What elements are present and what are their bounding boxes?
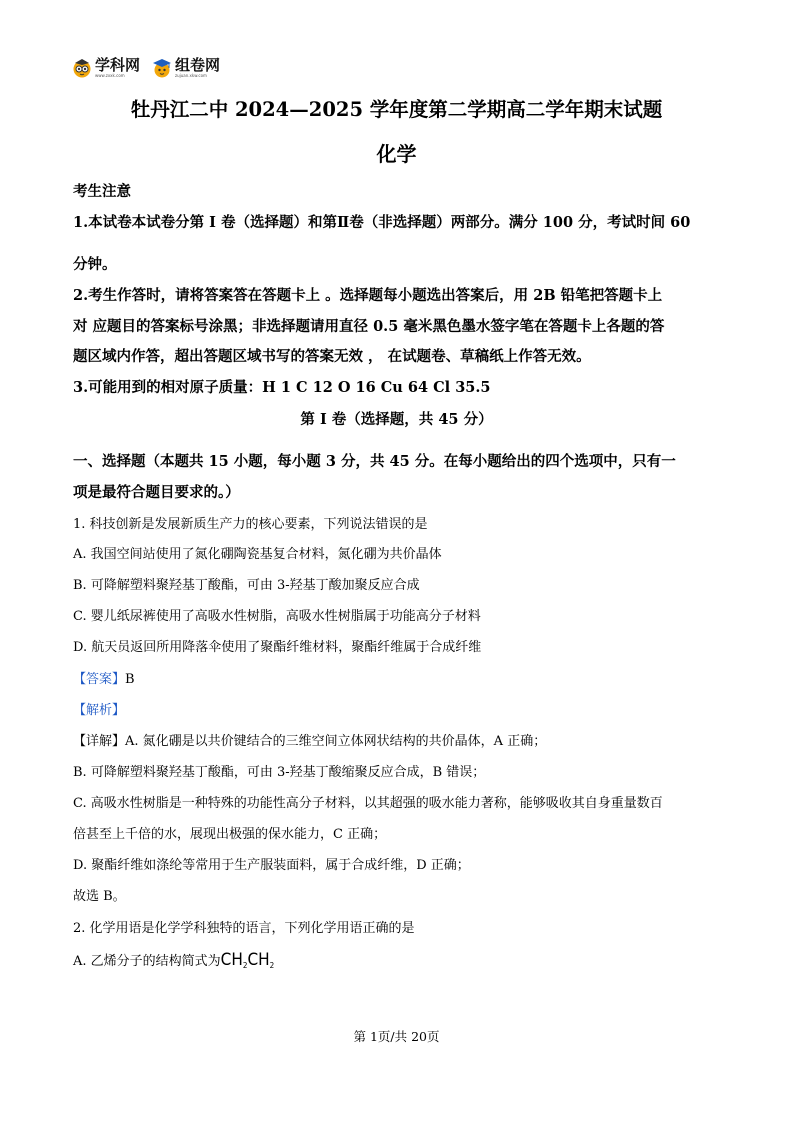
logo-left-url: www.zxxk.com (95, 73, 125, 78)
q1-option-c: C. 婴儿纸尿裤使用了高吸水性树脂，高吸水性树脂属于功能高分子材料 (73, 609, 481, 624)
q1-option-b: B. 可降解塑料聚羟基丁酸酯，可由 3-羟基丁酸加聚反应合成 (73, 578, 420, 593)
q1-detail-line-1 (73, 730, 546, 749)
part1-heading-line-1: 一、选择题（本题共 15 小题，每小题 3 分，共 45 分。在每小题给出的四个选项中，只有一 (73, 453, 676, 470)
q1-stem: 1. 科技创新是发展新质生产力的核心要素，下列说法错误的是 (73, 517, 428, 532)
logo-right-name: 组卷网 (175, 56, 221, 74)
page-footer: 第 1页/共 20页 (353, 1029, 440, 1044)
part1-heading-line-2: 项是最符合题目要求的。） (73, 484, 240, 501)
owl-face-icon (72, 58, 92, 78)
q1-answer (73, 668, 135, 687)
notice-line-3: 3.可能用到的相对原子质量：H 1 C 12 O 16 Cu 64 Cl 35.5 (73, 379, 491, 396)
logo-left-name: 学科网 (95, 56, 141, 74)
notice-line-2b: 对 应题目的答案标号涂黑；非选择题请用直径 0.5 毫米黑色墨水签字笔在答题卡上各题的答 (73, 318, 665, 335)
q1-option-d: D. 航天员返回所用降落伞使用了聚酯纤维材料，聚酯纤维属于合成纤维 (73, 640, 482, 655)
q1-detail-line-2: B. 可降解塑料聚羟基丁酸酯，可由 3-羟基丁酸缩聚反应合成，B 错误； (73, 765, 486, 780)
xuekewang-logo (72, 58, 140, 78)
q1-detail-line-3a: C. 高吸水性树脂是一种特殊的功能性高分子材料，以其超强的吸水能力著称，能够吸收其自身重量数百 (73, 796, 663, 811)
detail-tag: 【详解】 (73, 734, 126, 749)
graduate-face-icon (152, 58, 172, 78)
q2-option-a-text: A. 乙烯分子的结构简式为 (73, 954, 221, 969)
exam-subject: 化学 (376, 142, 417, 166)
answer-tag: 【答案】 (73, 672, 126, 687)
answer-value: B (125, 672, 135, 687)
notice-line-2c: 题区域内作答，超出答题区域书写的答案无效 ， 在试题卷、草稿纸上作答无效。 (73, 348, 591, 365)
q1-option-a: A. 我国空间站使用了氮化硼陶瓷基复合材料，氮化硼为共价晶体 (73, 547, 442, 562)
notice-line-2a: 2.考生作答时，请将答案答在答题卡上 。选择题每小题选出答案后，用 2B 铅笔把答题卡上 (73, 287, 663, 304)
q1-detail-line-4: D. 聚酯纤维如涤纶等常用于生产服装面料，属于合成纤维，D 正确； (73, 858, 470, 873)
zujuanwang-logo (152, 58, 220, 78)
detail-a: A. 氮化硼是以共价键结合的三维空间立体网状结构的共价晶体，A 正确； (125, 734, 547, 749)
notice-line-1: 1.本试卷本试卷分第 I 卷（选择题）和第Ⅱ卷（非选择题）两部分。满分 100 分，考试时间 60 (73, 214, 691, 231)
q2-option-a (73, 950, 274, 970)
q1-analysis-heading (73, 699, 125, 718)
q2-stem: 2. 化学用语是化学学科独特的语言，下列化学用语正确的是 (73, 921, 415, 936)
notice-line-1b: 分钟。 (73, 256, 117, 273)
exam-title: 牡丹江二中 2024—2025 学年度第二学期高二学年期末试题 (130, 98, 663, 121)
q1-detail-line-3b: 倍甚至上千倍的水，展现出极强的保水能力，C 正确； (73, 827, 387, 842)
analysis-tag: 【解析】 (73, 703, 126, 718)
q1-conclusion: 故选 B。 (73, 889, 126, 904)
ethylene-formula: $CH_2CH_2$ (220, 950, 275, 970)
header-logo (72, 58, 220, 78)
logo-right-url: zujuan.xkw.com (175, 73, 207, 78)
section-title: 第 I 卷（选择题，共 45 分） (300, 411, 493, 428)
notice-heading: 考生注意 (73, 183, 131, 200)
